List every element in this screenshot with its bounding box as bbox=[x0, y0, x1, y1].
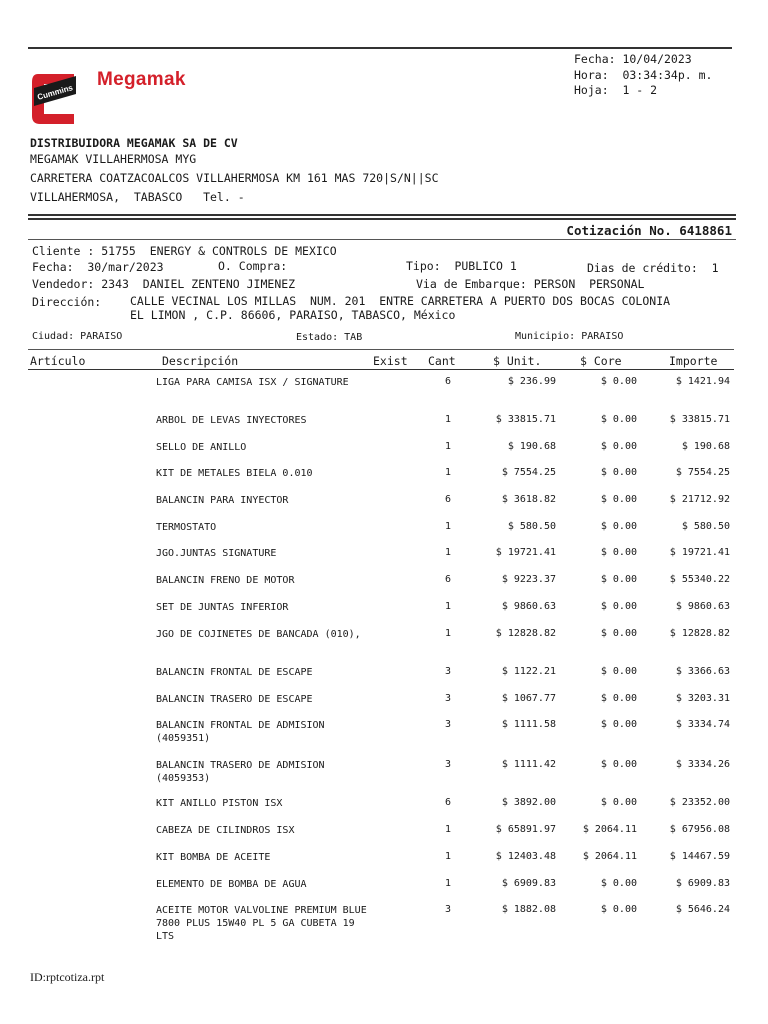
item-core: $ 2064.11 bbox=[582, 851, 637, 862]
item-quantity: 1 bbox=[444, 467, 452, 478]
item-amount: $ 33815.71 bbox=[669, 414, 730, 425]
item-unit-price: $ 1111.42 bbox=[501, 759, 556, 770]
item-amount: $ 3203.31 bbox=[675, 693, 730, 704]
item-amount: $ 21712.92 bbox=[669, 494, 730, 505]
item-amount: $ 7554.25 bbox=[675, 467, 730, 478]
col-importe: Importe bbox=[669, 354, 718, 368]
item-quantity: 1 bbox=[444, 547, 452, 558]
item-core: $ 0.00 bbox=[600, 601, 637, 612]
col-unit: $ Unit. bbox=[493, 354, 542, 368]
item-core: $ 0.00 bbox=[600, 628, 637, 639]
item-amount: $ 1421.94 bbox=[675, 376, 730, 387]
item-quantity: 3 bbox=[444, 759, 452, 770]
item-core: $ 0.00 bbox=[600, 878, 637, 889]
header-page: Hoja: 1 - 2 bbox=[574, 83, 658, 97]
item-quantity: 3 bbox=[444, 693, 452, 704]
item-amount: $ 14467.59 bbox=[669, 851, 730, 862]
item-unit-price: $ 190.68 bbox=[507, 441, 556, 452]
item-description: BALANCIN FRENO DE MOTOR bbox=[156, 575, 295, 586]
item-description: SET DE JUNTAS INFERIOR bbox=[156, 602, 289, 613]
item-core: $ 0.00 bbox=[600, 494, 637, 505]
item-description: KIT BOMBA DE ACEITE bbox=[156, 852, 271, 863]
item-unit-price: $ 6909.83 bbox=[501, 878, 556, 889]
item-unit-price: $ 12403.48 bbox=[495, 851, 556, 862]
item-core: $ 0.00 bbox=[600, 441, 637, 452]
item-description: ARBOL DE LEVAS INYECTORES bbox=[156, 415, 307, 426]
item-amount: $ 580.50 bbox=[681, 521, 730, 532]
item-core: $ 0.00 bbox=[600, 797, 637, 808]
header-time: Hora: 03:34:34p. m. bbox=[574, 68, 713, 82]
item-quantity: 1 bbox=[444, 851, 452, 862]
logo-text: Cummins bbox=[36, 83, 74, 102]
item-quantity: 6 bbox=[444, 797, 452, 808]
item-amount: $ 67956.08 bbox=[669, 824, 730, 835]
item-unit-price: $ 580.50 bbox=[507, 521, 556, 532]
col-core: $ Core bbox=[580, 354, 622, 368]
item-description: ACEITE MOTOR VALVOLINE PREMIUM BLUE 7800 PLUS 15W40 PL 5 GA CUBETA 19 LTS bbox=[156, 905, 367, 942]
item-unit-price: $ 236.99 bbox=[507, 376, 556, 387]
credit-days: Dias de crédito: 1 bbox=[587, 261, 719, 275]
item-unit-price: $ 7554.25 bbox=[501, 467, 556, 478]
item-quantity: 1 bbox=[444, 414, 452, 425]
top-rule bbox=[28, 47, 732, 49]
item-core: $ 0.00 bbox=[600, 521, 637, 532]
brand-name: Megamak bbox=[97, 69, 186, 90]
header-date: Fecha: 10/04/2023 bbox=[574, 52, 692, 66]
item-quantity: 6 bbox=[444, 574, 452, 585]
item-core: $ 0.00 bbox=[600, 376, 637, 387]
state: Estado: TAB bbox=[296, 332, 363, 343]
col-articulo: Artículo bbox=[30, 354, 86, 368]
item-description: JGO.JUNTAS SIGNATURE bbox=[156, 548, 277, 559]
item-description: LIGA PARA CAMISA ISX / SIGNATURE bbox=[156, 377, 349, 388]
item-unit-price: $ 1111.58 bbox=[501, 719, 556, 730]
col-cant: Cant bbox=[428, 354, 456, 368]
item-description: ELEMENTO DE BOMBA DE AGUA bbox=[156, 879, 307, 890]
item-description: TERMOSTATO bbox=[156, 522, 217, 533]
item-amount: $ 55340.22 bbox=[669, 574, 730, 585]
item-core: $ 0.00 bbox=[600, 414, 637, 425]
header-bottom-rule bbox=[28, 369, 734, 370]
item-quantity: 1 bbox=[444, 878, 452, 889]
item-unit-price: $ 1882.08 bbox=[501, 904, 556, 915]
company-city: VILLAHERMOSA, TABASCO Tel. - bbox=[30, 190, 245, 204]
item-amount: $ 23352.00 bbox=[669, 797, 730, 808]
item-core: $ 2064.11 bbox=[582, 824, 637, 835]
item-unit-price: $ 19721.41 bbox=[495, 547, 556, 558]
item-quantity: 6 bbox=[444, 494, 452, 505]
item-description: KIT DE METALES BIELA 0.010 bbox=[156, 468, 313, 479]
item-core: $ 0.00 bbox=[600, 467, 637, 478]
client-type: Tipo: PUBLICO 1 bbox=[406, 259, 517, 273]
header-top-rule bbox=[28, 349, 734, 350]
item-unit-price: $ 1122.21 bbox=[501, 666, 556, 677]
item-core: $ 0.00 bbox=[600, 547, 637, 558]
item-unit-price: $ 3618.82 bbox=[501, 494, 556, 505]
item-unit-price: $ 9223.37 bbox=[501, 574, 556, 585]
item-quantity: 3 bbox=[444, 904, 452, 915]
report-id: ID:rptcotiza.rpt bbox=[30, 970, 105, 984]
item-description: BALANCIN TRASERO DE ADMISION (4059353) bbox=[156, 760, 325, 784]
col-descripcion: Descripción bbox=[162, 354, 239, 368]
company-branch: MEGAMAK VILLAHERMOSA MYG bbox=[30, 152, 197, 166]
item-unit-price: $ 1067.77 bbox=[501, 693, 556, 704]
company-name: DISTRIBUIDORA MEGAMAK SA DE CV bbox=[30, 136, 238, 150]
item-core: $ 0.00 bbox=[600, 574, 637, 585]
item-quantity: 3 bbox=[444, 666, 452, 677]
item-unit-price: $ 3892.00 bbox=[501, 797, 556, 808]
quote-number: Cotización No. 6418861 bbox=[566, 223, 732, 238]
item-core: $ 0.00 bbox=[600, 904, 637, 915]
item-description: BALANCIN PARA INYECTOR bbox=[156, 495, 289, 506]
address-line-1: CALLE VECINAL LOS MILLAS NUM. 201 ENTRE CARRETERA A PUERTO DOS BOCAS COLONIA bbox=[130, 294, 671, 308]
item-amount: $ 5646.24 bbox=[675, 904, 730, 915]
item-description: SELLO DE ANILLO bbox=[156, 442, 247, 453]
item-core: $ 0.00 bbox=[600, 719, 637, 730]
item-quantity: 1 bbox=[444, 521, 452, 532]
client-date: Fecha: 30/mar/2023 bbox=[32, 260, 164, 274]
item-core: $ 0.00 bbox=[600, 759, 637, 770]
cummins-logo-icon bbox=[30, 68, 80, 130]
item-quantity: 3 bbox=[444, 719, 452, 730]
item-description: BALANCIN FRONTAL DE ESCAPE bbox=[156, 667, 313, 678]
item-amount: $ 6909.83 bbox=[675, 878, 730, 889]
item-quantity: 6 bbox=[444, 376, 452, 387]
item-description: BALANCIN TRASERO DE ESCAPE bbox=[156, 694, 313, 705]
address-line-2: EL LIMON , C.P. 86606, PARAISO, TABASCO, México bbox=[130, 308, 456, 322]
item-description: BALANCIN FRONTAL DE ADMISION (4059351) bbox=[156, 720, 325, 744]
item-quantity: 1 bbox=[444, 824, 452, 835]
item-amount: $ 19721.41 bbox=[669, 547, 730, 558]
company-address: CARRETERA COATZACOALCOS VILLAHERMOSA KM 161 MAS 720|S/N||SC bbox=[30, 171, 439, 185]
municipality: Municipio: PARAISO bbox=[515, 331, 624, 342]
client-line: Cliente : 51755 ENERGY & CONTROLS DE MEXICO bbox=[32, 244, 337, 258]
item-unit-price: $ 65891.97 bbox=[495, 824, 556, 835]
item-amount: $ 3334.74 bbox=[675, 719, 730, 730]
item-quantity: 1 bbox=[444, 441, 452, 452]
item-core: $ 0.00 bbox=[600, 666, 637, 677]
item-amount: $ 3334.26 bbox=[675, 759, 730, 770]
divider-rule bbox=[28, 218, 736, 220]
item-amount: $ 3366.63 bbox=[675, 666, 730, 677]
item-description: JGO DE COJINETES DE BANCADA (010), bbox=[156, 629, 361, 640]
item-core: $ 0.00 bbox=[600, 693, 637, 704]
city: Ciudad: PARAISO bbox=[32, 331, 123, 342]
shipping-method: Via de Embarque: PERSON PERSONAL bbox=[416, 277, 645, 291]
item-amount: $ 12828.82 bbox=[669, 628, 730, 639]
address-label: Dirección: bbox=[32, 295, 102, 309]
item-quantity: 1 bbox=[444, 601, 452, 612]
item-unit-price: $ 12828.82 bbox=[495, 628, 556, 639]
item-amount: $ 190.68 bbox=[681, 441, 730, 452]
item-description: CABEZA DE CILINDROS ISX bbox=[156, 825, 295, 836]
item-description: KIT ANILLO PISTON ISX bbox=[156, 798, 283, 809]
item-unit-price: $ 9860.63 bbox=[501, 601, 556, 612]
quote-rule bbox=[28, 239, 736, 240]
item-quantity: 1 bbox=[444, 628, 452, 639]
item-amount: $ 9860.63 bbox=[675, 601, 730, 612]
purchase-order: O. Compra: bbox=[218, 259, 288, 273]
seller: Vendedor: 2343 DANIEL ZENTENO JIMENEZ bbox=[32, 277, 296, 291]
divider-rule bbox=[28, 214, 736, 216]
item-unit-price: $ 33815.71 bbox=[495, 414, 556, 425]
col-exist: Exist bbox=[373, 354, 408, 368]
